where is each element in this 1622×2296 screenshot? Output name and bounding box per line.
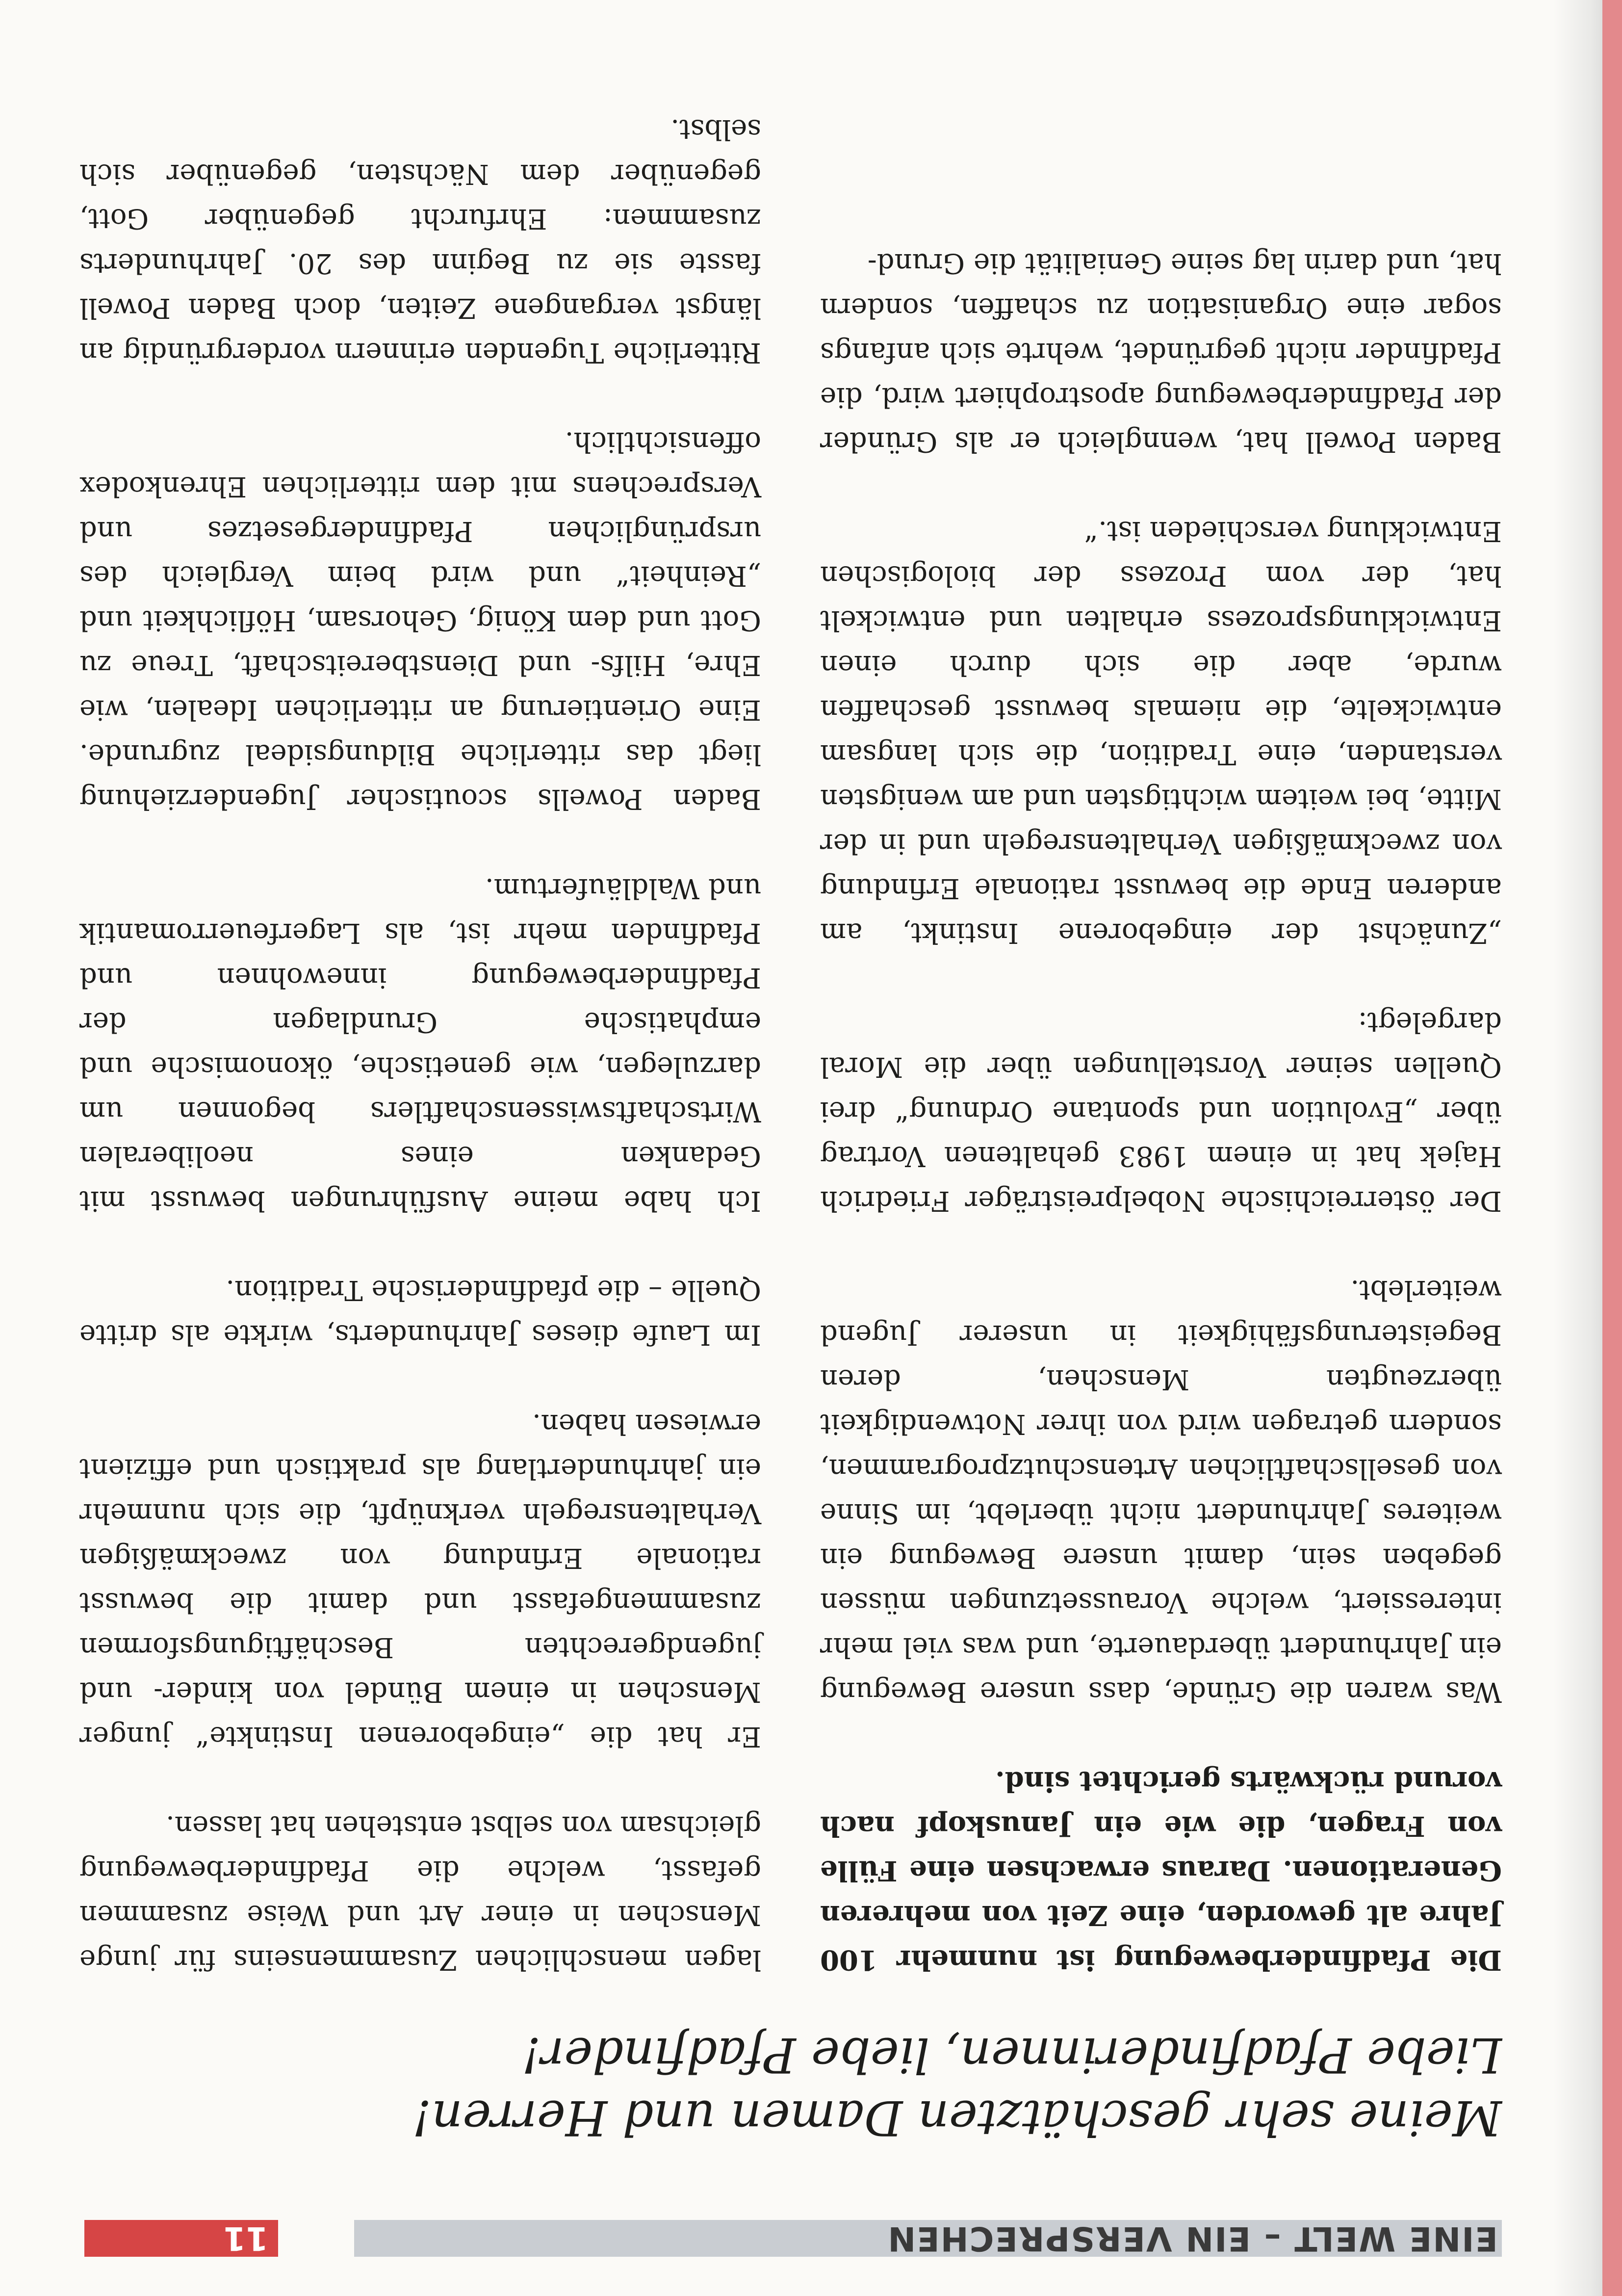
paragraph: Ich habe meine Ausführungen bewusst mit Gedanken eines neoliberalen Wirtschaftswissenschaftlers begonnen um darzulegen, wie genetische, ökonomische und emphatische Grundlagen der Pfadfinderbewegung innewohnen und Pfadfinden mehr ist, als Lagerfeuerromantik und Waldläufertum. [79, 872, 761, 1217]
text-column-left [820, 196, 1502, 1982]
paragraph: Er hat die „eingeborenen Instinkte“ junger Menschen in einem Bündel von kinder- und jugendgerechten Beschäftigungsformen zusammengefasst und damit die bewusst rationale Erfindung von zweckmäßigen Verhaltensregeln verknüpft, die sich nunmehr ein jahrhundertlang als praktisch und effizient erwiesen haben. [79, 1408, 761, 1752]
article-headline [79, 2023, 1502, 2149]
paragraph: Ritterliche Tugenden erinnern vordergründig an längst vergangene Zeiten, doch Baden Powell fasste sie zu Beginn des 20. Jahrhunderts zusammen: Ehrfurcht gegenüber Gott, gegenüber dem Nächsten, gegenüber sich selbst. [79, 113, 761, 368]
page-edge-color-strip [1602, 0, 1622, 2296]
paragraph: Baden Powells scoutischer Jugenderziehung liegt das ritterliche Bildungsideal zugrunde. Eine Orientierung an ritterlichen Idealen, wie Ehre, Hilfs- und Dienstbereitschaft, Treue zu Gott und dem König, Gehorsam, Höflichkeit und „Reinheit“ und wird beim Vergleich des ursprünglichen Pfadfindergesetzes und Versprechens mit dem ritterlichen Ehrenkodex offensichtlich. [79, 426, 761, 815]
paragraph: Was waren die Gründe, dass unsere Bewegung ein Jahrhundert überdauerte, und was viel mehr interessiert, welche Voraussetzungen müssen gegeben sein, damit unsere Bewegung ein weiteres Jahrhundert nicht überlebt, im Sinne von gesellschaftlichen Artenschutzprogrammen, sondern getragen wird von ihrer Notwendigkeit überzeugten Menschen, deren Begeisterungsfähigkeit in unserer Jugend weiterlebt. [820, 1274, 1502, 1708]
quote-paragraph: „Zunächst der eingeborene Instinkt, am anderen Ende die bewusst rationale Erfindung von zweckmäßigen Verhaltensregeln und in der Mitte, bei weitem wichtigsten und am wenigsten verstanden, eine Tradition, die sich langsam entwickelte, die niemals bewusst geschaffen wurde, aber die sich durch einen Entwicklungsprozess erhalten und entwickelt hat, der vom Prozess der biologischen Entwicklung verschieden ist.“ [820, 515, 1502, 949]
paragraph: lagen menschlichen Zusammenseins für junge Menschen in einer Art und Weise zusammen gefasst, welche die Pfadfinderbewegung gleichsam von selbst entstehen hat lassen. [79, 1810, 761, 1976]
page-header [84, 2220, 1502, 2257]
text-column-right [79, 62, 761, 1982]
paragraph: Im Laufe dieses Jahrhunderts, wirkte als dritte Quelle – die pfadfinderische Tradition. [79, 1274, 761, 1351]
lead-paragraph: Die Pfadfinderbewegung ist nunmehr 100 Jahre alt geworden, eine Zeit von mehreren Generationen. Daraus erwachsen eine Fülle von Fragen, die wie ein Januskopf nach vorund rückwärts gerichtet sind. [820, 1765, 1502, 1976]
page-number: 11 [84, 2220, 278, 2257]
headline-line-2: Liebe Pfadfinderinnen, liebe Pfadfinder! [521, 2027, 1502, 2083]
paragraph: Baden Powell hat, wenngleich er als Gründer der Pfadfinderbewegung apostrophiert wird, die Pfadfinder nicht gegründet, wehrte sich anfangs sogar eine Organisation zu schaffen, sondern hat, und darin lag seine Genialität die Grund- [820, 247, 1502, 458]
headline-line-1: Meine sehr geschätzten Damen und Herren! [412, 2089, 1502, 2145]
header-title: EINE WELT – EIN VERSPRECHEN [354, 2220, 1502, 2257]
paragraph: Der österreichische Nobelpreisträger Friedrich Hajek hat in einem 1983 gehaltenen Vortrag über „Evolution und spontane Ordnung“ drei Quellen seiner Vorstellungen über die Moral dargelegt: [820, 1006, 1502, 1217]
